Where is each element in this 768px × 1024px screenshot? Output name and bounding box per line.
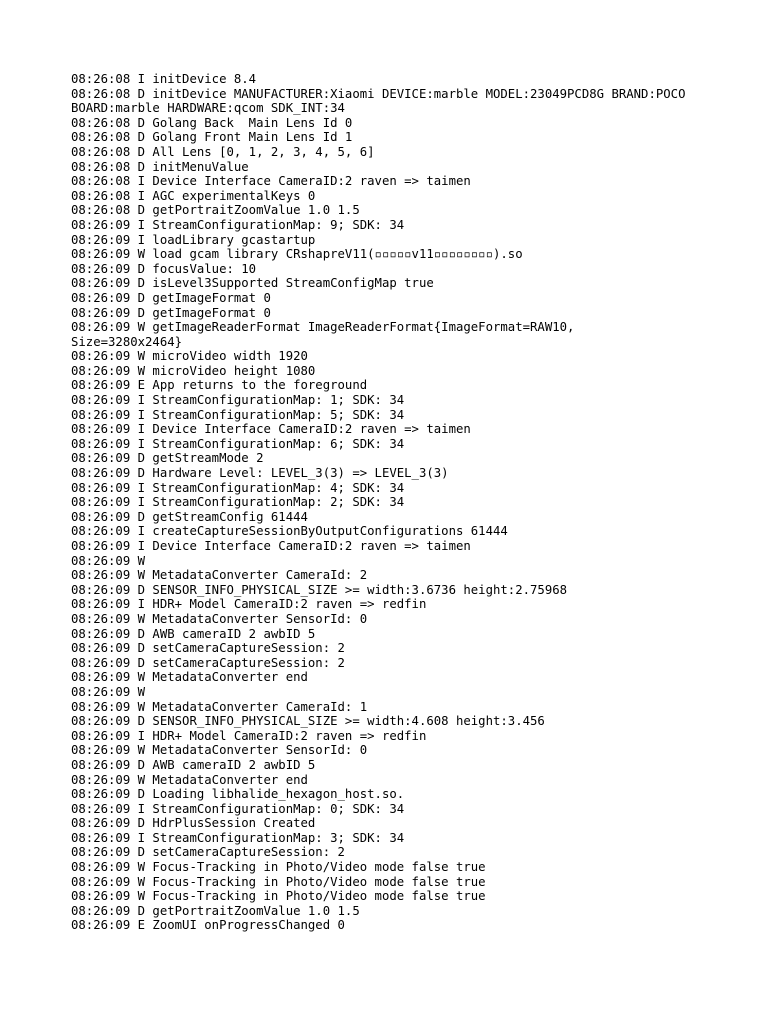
log-line: 08:26:09 W microVideo height 1080	[71, 363, 316, 378]
log-line: 08:26:09 D SENSOR_INFO_PHYSICAL_SIZE >= width:3.6736 height:2.75968	[71, 582, 568, 597]
log-line: 08:26:09 D HdrPlusSession Created	[71, 816, 316, 831]
log-line: 08:26:09 D AWB cameraID 2 awbID 5	[71, 626, 316, 641]
log-line: 08:26:08 I Device Interface CameraID:2 raven => taimen	[71, 174, 471, 189]
log-line: 08:26:09 I HDR+ Model CameraID:2 raven => redfin	[71, 728, 427, 743]
log-line: Size=3280x2464}	[71, 334, 183, 349]
log-line: 08:26:09 D AWB cameraID 2 awbID 5	[71, 757, 316, 772]
log-line: 08:26:09 I Device Interface CameraID:2 raven => taimen	[71, 539, 471, 553]
log-line: 08:26:09 W MetadataConverter CameraId: 1	[71, 699, 368, 714]
log-line: 08:26:09 E ZoomUI onProgressChanged 0	[71, 918, 345, 933]
log-line: 08:26:09 D getImageFormat 0	[71, 290, 271, 305]
log-line: 08:26:09 W Focus-Tracking in Photo/Video mode false true	[71, 860, 486, 875]
log-line: 08:26:08 D All Lens [0, 1, 2, 3, 4, 5, 6]	[71, 144, 375, 159]
log-lines	[71, 72, 731, 933]
log-line: 08:26:09 I StreamConfigurationMap: 4; SDK: 34	[71, 480, 405, 495]
log-line: 08:26:09 I StreamConfigurationMap: 5; SDK: 34	[71, 407, 405, 422]
log-line: 08:26:09 W	[71, 553, 146, 568]
log-line: 08:26:09 W	[71, 684, 146, 699]
log-line: 08:26:09 W MetadataConverter end	[71, 772, 308, 787]
log-line: 08:26:09 I Device Interface CameraID:2 raven => taimen	[71, 422, 471, 437]
log-line: 08:26:09 D focusValue: 10	[71, 261, 257, 276]
log-line: 08:26:09 W MetadataConverter CameraId: 2	[71, 568, 368, 583]
log-line: 08:26:09 D setCameraCaptureSession: 2	[71, 845, 345, 860]
log-line: 08:26:09 D setCameraCaptureSession: 2	[71, 655, 345, 670]
log-line: 08:26:08 I initDevice 8.4	[71, 72, 257, 86]
log-line: 08:26:08 D getPortraitZoomValue 1.0 1.5	[71, 203, 360, 218]
log-line: 08:26:09 I StreamConfigurationMap: 9; SDK: 34	[71, 217, 405, 232]
log-line: 08:26:08 D initMenuValue	[71, 159, 249, 174]
log-line: 08:26:09 D getStreamConfig 61444	[71, 509, 308, 524]
log-line: 08:26:08 D initDevice MANUFACTURER:Xiaomi DEVICE:marble MODEL:23049PCD8G BRAND:POCO	[71, 86, 686, 101]
log-line: 08:26:09 W Focus-Tracking in Photo/Video mode false true	[71, 889, 486, 904]
log-line: 08:26:09 I StreamConfigurationMap: 2; SDK: 34	[71, 495, 405, 510]
log-line: 08:26:09 W load gcam library CRshapreV11(▫▫▫▫▫v11▫▫▫▫▫▫▫▫).so	[71, 247, 523, 262]
log-line: 08:26:09 I StreamConfigurationMap: 6; SDK: 34	[71, 436, 405, 451]
log-line: 08:26:08 D Golang Back Main Lens Id 0	[71, 115, 353, 130]
log-line: 08:26:09 W MetadataConverter end	[71, 670, 308, 685]
log-line: 08:26:09 D setCameraCaptureSession: 2	[71, 641, 345, 656]
log-line: 08:26:09 W MetadataConverter SensorId: 0	[71, 743, 368, 758]
log-line: 08:26:09 I loadLibrary gcastartup	[71, 232, 316, 247]
log-line: 08:26:09 D Hardware Level: LEVEL_3(3) => LEVEL_3(3)	[71, 466, 449, 481]
log-line: 08:26:09 W Focus-Tracking in Photo/Video mode false true	[71, 874, 486, 889]
log-line: 08:26:09 W MetadataConverter SensorId: 0	[71, 611, 368, 626]
log-line: 08:26:09 W getImageReaderFormat ImageReaderFormat{ImageFormat=RAW10,	[71, 320, 575, 335]
log-line: 08:26:09 E App returns to the foreground	[71, 378, 368, 393]
log-line: 08:26:09 I StreamConfigurationMap: 1; SDK: 34	[71, 393, 405, 408]
log-line: 08:26:09 D isLevel3Supported StreamConfigMap true	[71, 276, 434, 291]
log-line: 08:26:08 D Golang Front Main Lens Id 1	[71, 130, 353, 145]
log-line: 08:26:09 I StreamConfigurationMap: 0; SDK: 34	[71, 801, 405, 816]
log-line: 08:26:09 I createCaptureSessionByOutputConfigurations 61444	[71, 524, 508, 539]
log-line: 08:26:09 W microVideo width 1920	[71, 349, 308, 364]
log-line: 08:26:09 D Loading libhalide_hexagon_host.so.	[71, 787, 405, 802]
log-document	[71, 72, 731, 933]
log-line: 08:26:09 I HDR+ Model CameraID:2 raven => redfin	[71, 597, 427, 612]
log-line: 08:26:08 I AGC experimentalKeys 0	[71, 188, 316, 203]
log-line: BOARD:marble HARDWARE:qcom SDK_INT:34	[71, 101, 345, 116]
log-line: 08:26:09 D getImageFormat 0	[71, 305, 271, 320]
log-line: 08:26:09 D SENSOR_INFO_PHYSICAL_SIZE >= width:4.608 height:3.456	[71, 714, 545, 729]
log-line: 08:26:09 I StreamConfigurationMap: 3; SDK: 34	[71, 830, 405, 845]
log-line: 08:26:09 D getPortraitZoomValue 1.0 1.5	[71, 903, 360, 918]
log-line: 08:26:09 D getStreamMode 2	[71, 451, 264, 466]
